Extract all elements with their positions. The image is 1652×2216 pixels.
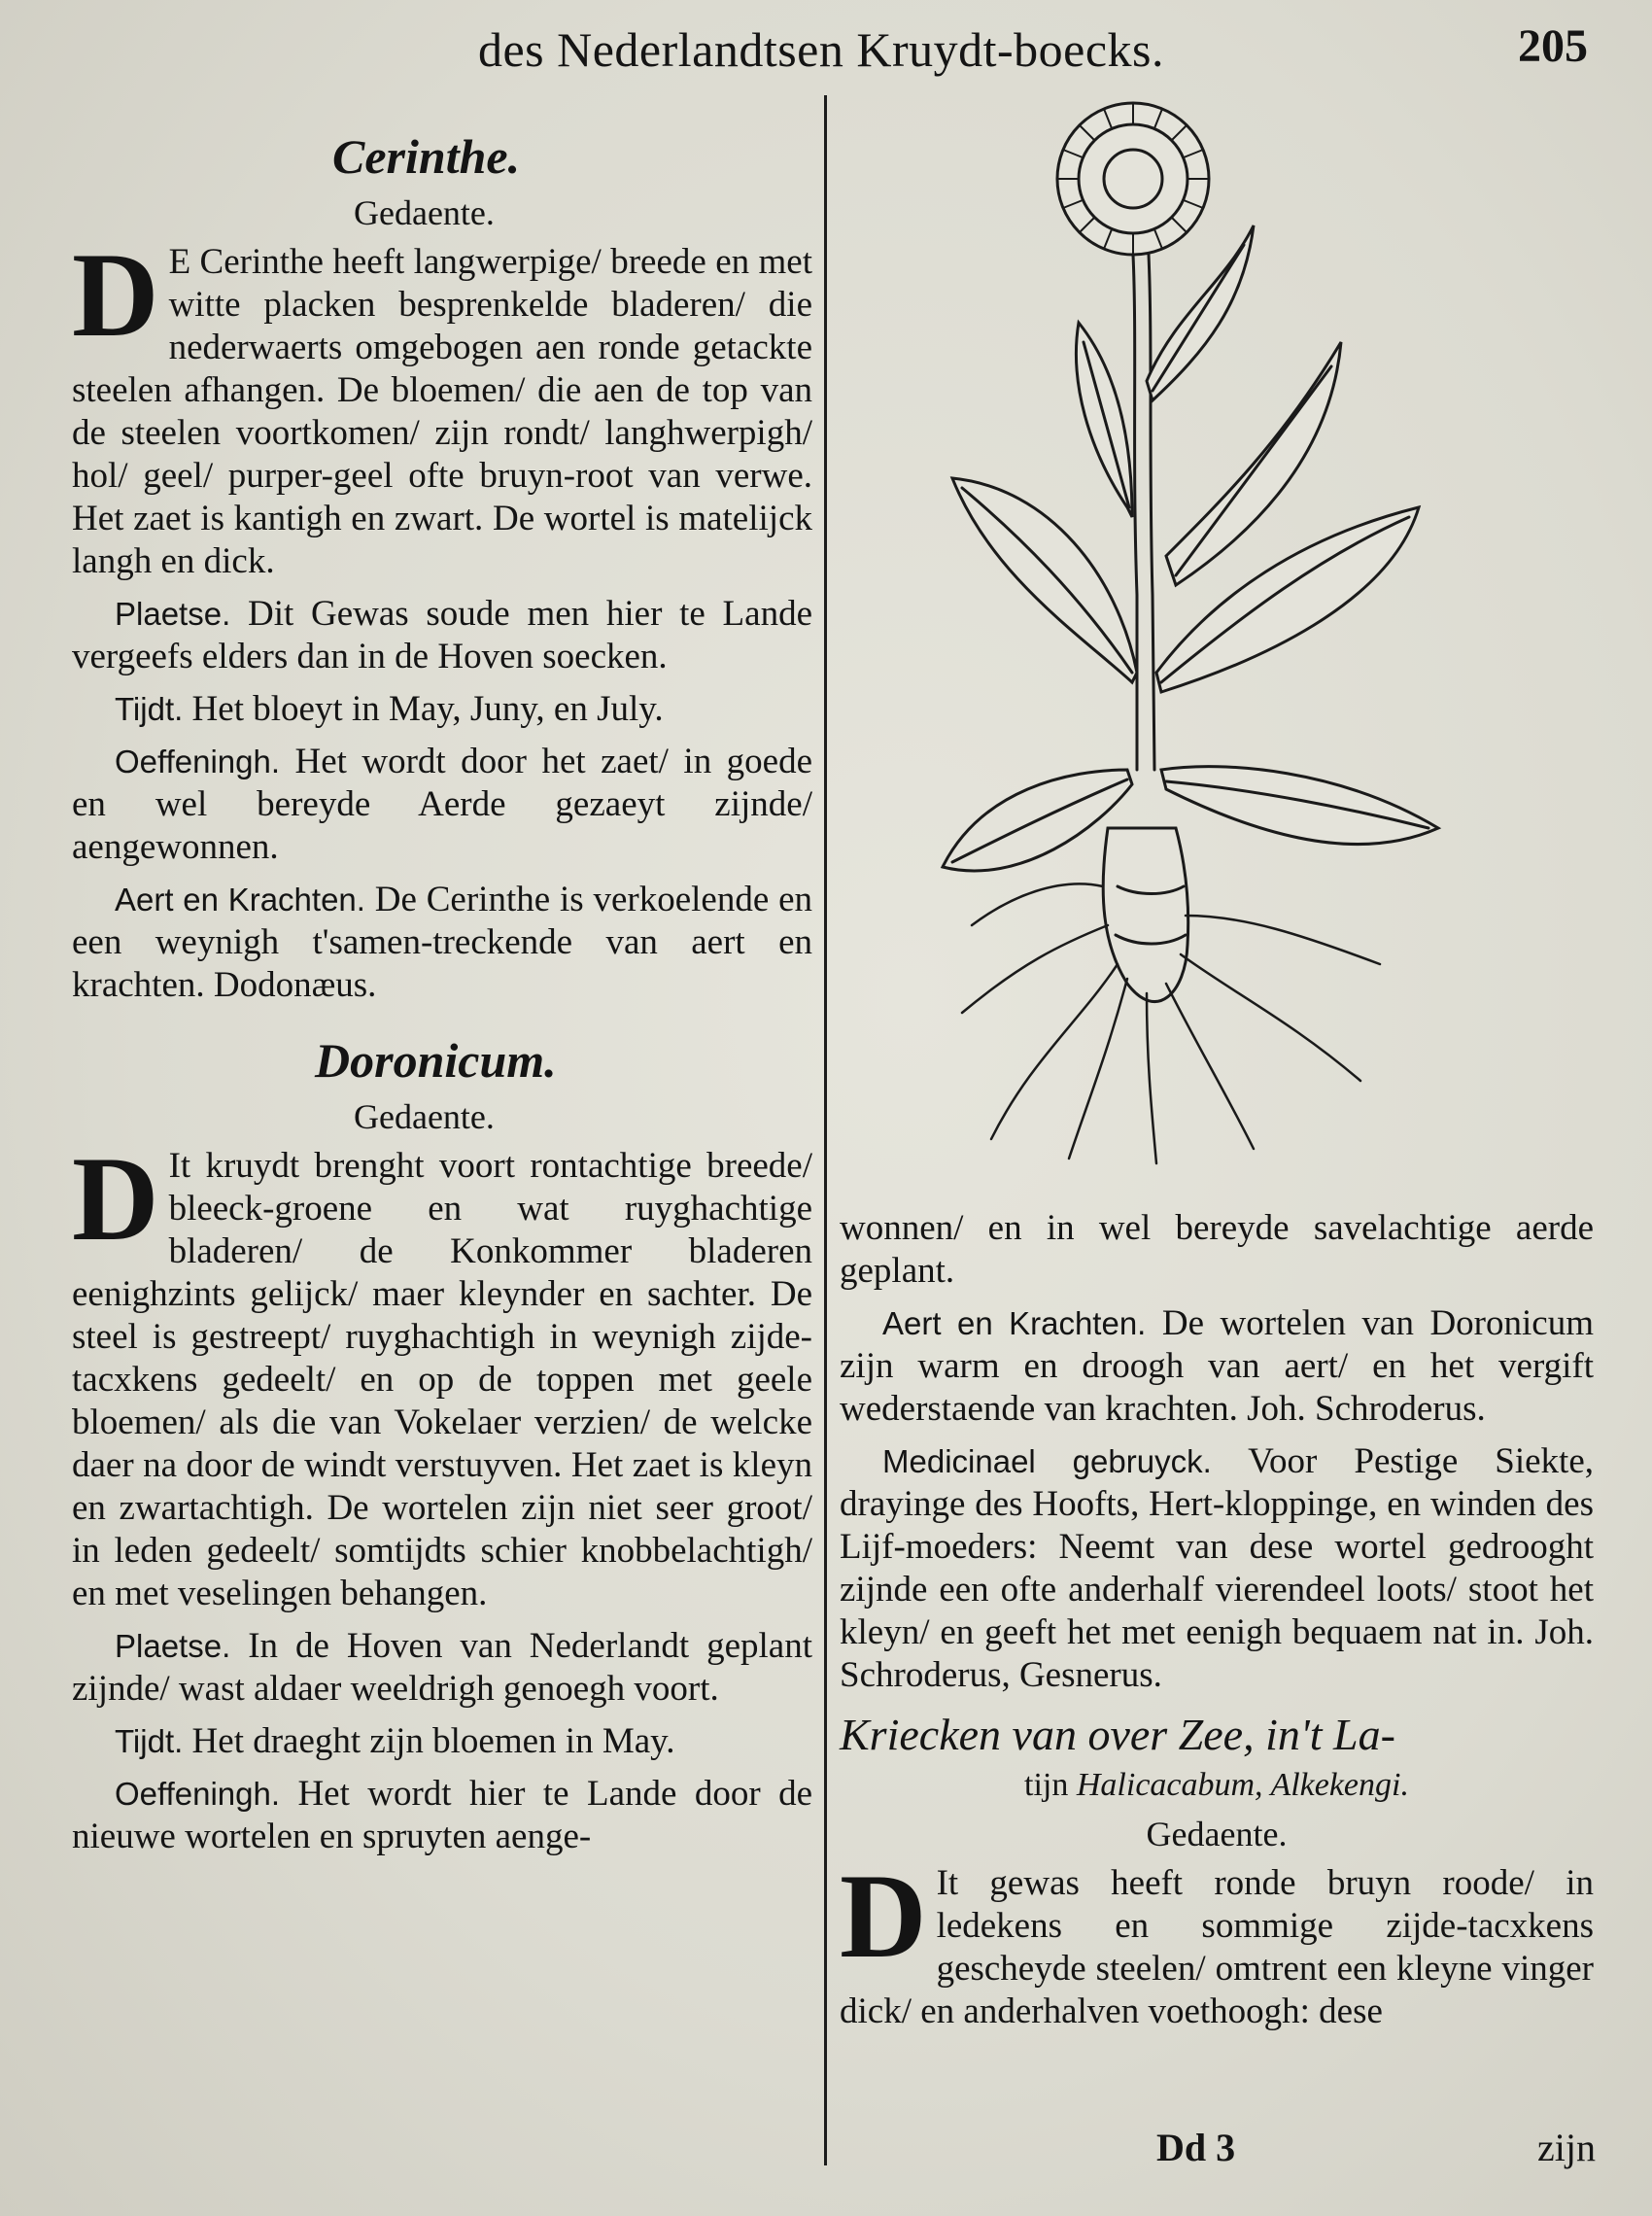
plaetse-text: In de Hoven van Nederlandt geplant zijnde/ wast aldaer weeldrigh genoegh voort.: [72, 1626, 812, 1709]
catchword: zijn: [1537, 2126, 1596, 2169]
heading-kriecken: Kriecken van over Zee, in't La-: [840, 1710, 1395, 1759]
latin-names: Halicacabum, Alkekengi.: [1076, 1767, 1409, 1803]
subhead-gedaente: Gedaente.: [1146, 1815, 1288, 1853]
cerinthe-body: E Cerinthe heeft langwerpige/ breede en met witte placken besprenkelde bladeren/ die nederwaerts omgebogen aen ronde getackte steelen afhangen. De bloemen/ die aen de top van de steelen voortkomen/ zijn rondt/ langhwerpigh/ hol/ geel/ purper-geel ofte bruyn-root van verwe. Het zaet is kantigh en zwart. De wortel is matelijck langh en dick.: [72, 242, 812, 581]
doronicum-continuation: wonnen/ en in wel bereyde savelachtige aerde geplant.: [840, 1208, 1594, 1291]
page-number: 205: [1518, 20, 1588, 72]
tijdt-label: Tijdt.: [115, 691, 184, 727]
doronicum-body: It kruydt brenght voort rontachtige breede/ bleeck-groene en wat ruyghachtige bladeren/ de Konkommer bladeren eenighzints gelijck/ maer kleynder en sachter. De steel is gestreept/ ruyghachtigh in weynigh zijde-tacxkens gedeelt/ en op de toppen met geele bloemen/ als die van Vokelaer verzien/ de welcke daer na door de windt verstuyven. Het zaet is kleyn en zwartachtigh. De wortelen zijn niet seer groot/ in leden gedeelt/ somtijdts schier knobbelachtigh/ en met veselingen behangen.: [72, 1146, 812, 1613]
cerinthe-oeffeningh: [72, 741, 812, 869]
heading-cerinthe: Cerinthe.: [332, 129, 521, 184]
doronicum-tijdt: [72, 1720, 812, 1763]
doronicum-aert: [840, 1302, 1594, 1431]
subhead-gedaente: Gedaente.: [354, 1097, 495, 1136]
tijdt-text: Het bloeyt in May, Juny, en July.: [191, 689, 664, 729]
cerinthe-tijdt: [72, 688, 812, 731]
plaetse-label: Plaetse.: [115, 596, 231, 632]
right-column: [840, 1207, 1594, 2043]
medicinael-label: Medicinael gebruyck.: [882, 1443, 1212, 1479]
cerinthe-aert: [72, 879, 812, 1007]
tijdt-text: Het draeght zijn bloemen in May.: [191, 1721, 675, 1761]
kriecken-body: It gewas heeft ronde bruyn roode/ in ledekens en sommige zijde-tacxkens gescheyde steelen/ omtrent een kleyne vinger dick/ en anderhalven voethoogh: dese: [840, 1863, 1594, 2031]
doronicum-oeffeningh: [72, 1773, 812, 1858]
aert-label: Aert en Krachten.: [115, 882, 365, 918]
kriecken-description: [840, 1850, 1594, 2033]
heading-doronicum: Doronicum.: [315, 1033, 557, 1088]
tijdt-label: Tijdt.: [115, 1723, 184, 1759]
plaetse-label: Plaetse.: [115, 1628, 231, 1664]
aert-text: De wortelen van Doronicum zijn warm en droogh van aert/ en het vergift wederstaende van krachten. Joh. Schroderus.: [840, 1303, 1594, 1429]
doronicum-woodcut-illustration: [933, 89, 1535, 1168]
oeffeningh-label: Oeffeningh.: [115, 744, 281, 779]
doronicum-medicinael: [840, 1440, 1594, 1697]
kriecken-latin-names: [840, 1763, 1594, 1808]
aert-label: Aert en Krachten.: [882, 1305, 1147, 1341]
drop-cap: D: [72, 1132, 159, 1265]
medicinael-text: Voor Pestige Siekte, drayinge des Hoofts, Hert-kloppinge, en winden des Lijf-moeders: Neemt van dese wortel gedrooght zijnde een ofte anderhalf vierendeel loots/ stoot het kleyn/ en geeft het met eenigh bequaem nat in. Joh. Schroderus, Gesnerus.: [840, 1441, 1594, 1695]
cerinthe-plaetse: [72, 593, 812, 678]
oeffeningh-text: Het wordt hier te Lande door de nieuwe wortelen en spruyten aenge-: [72, 1774, 812, 1856]
oeffeningh-text: Het wordt door het zaet/ in goede en wel bereyde Aerde gezaeyt zijnde/ aengewonnen.: [72, 742, 813, 867]
column-divider: [824, 95, 827, 2165]
doronicum-description: [72, 1132, 812, 1615]
latin-prefix: tijn: [1024, 1767, 1069, 1803]
doronicum-plaetse: [72, 1625, 812, 1711]
running-head: des Nederlandtsen Kruydt-boecks.: [477, 22, 1165, 77]
cerinthe-description: [72, 228, 812, 583]
oeffeningh-label: Oeffeningh.: [115, 1776, 281, 1812]
drop-cap: D: [72, 228, 159, 362]
left-column: [72, 126, 812, 1868]
subhead-gedaente: Gedaente.: [354, 193, 495, 232]
drop-cap: D: [840, 1850, 927, 1983]
aert-text: De Cerinthe is verkoelende en een weynigh t'samen-treckende van aert en krachten. Dodonæus.: [72, 880, 812, 1005]
plaetse-text: Dit Gewas soude men hier te Lande vergeefs elders dan in de Hoven soecken.: [72, 594, 812, 676]
signature-mark: Dd 3: [1156, 2126, 1236, 2169]
